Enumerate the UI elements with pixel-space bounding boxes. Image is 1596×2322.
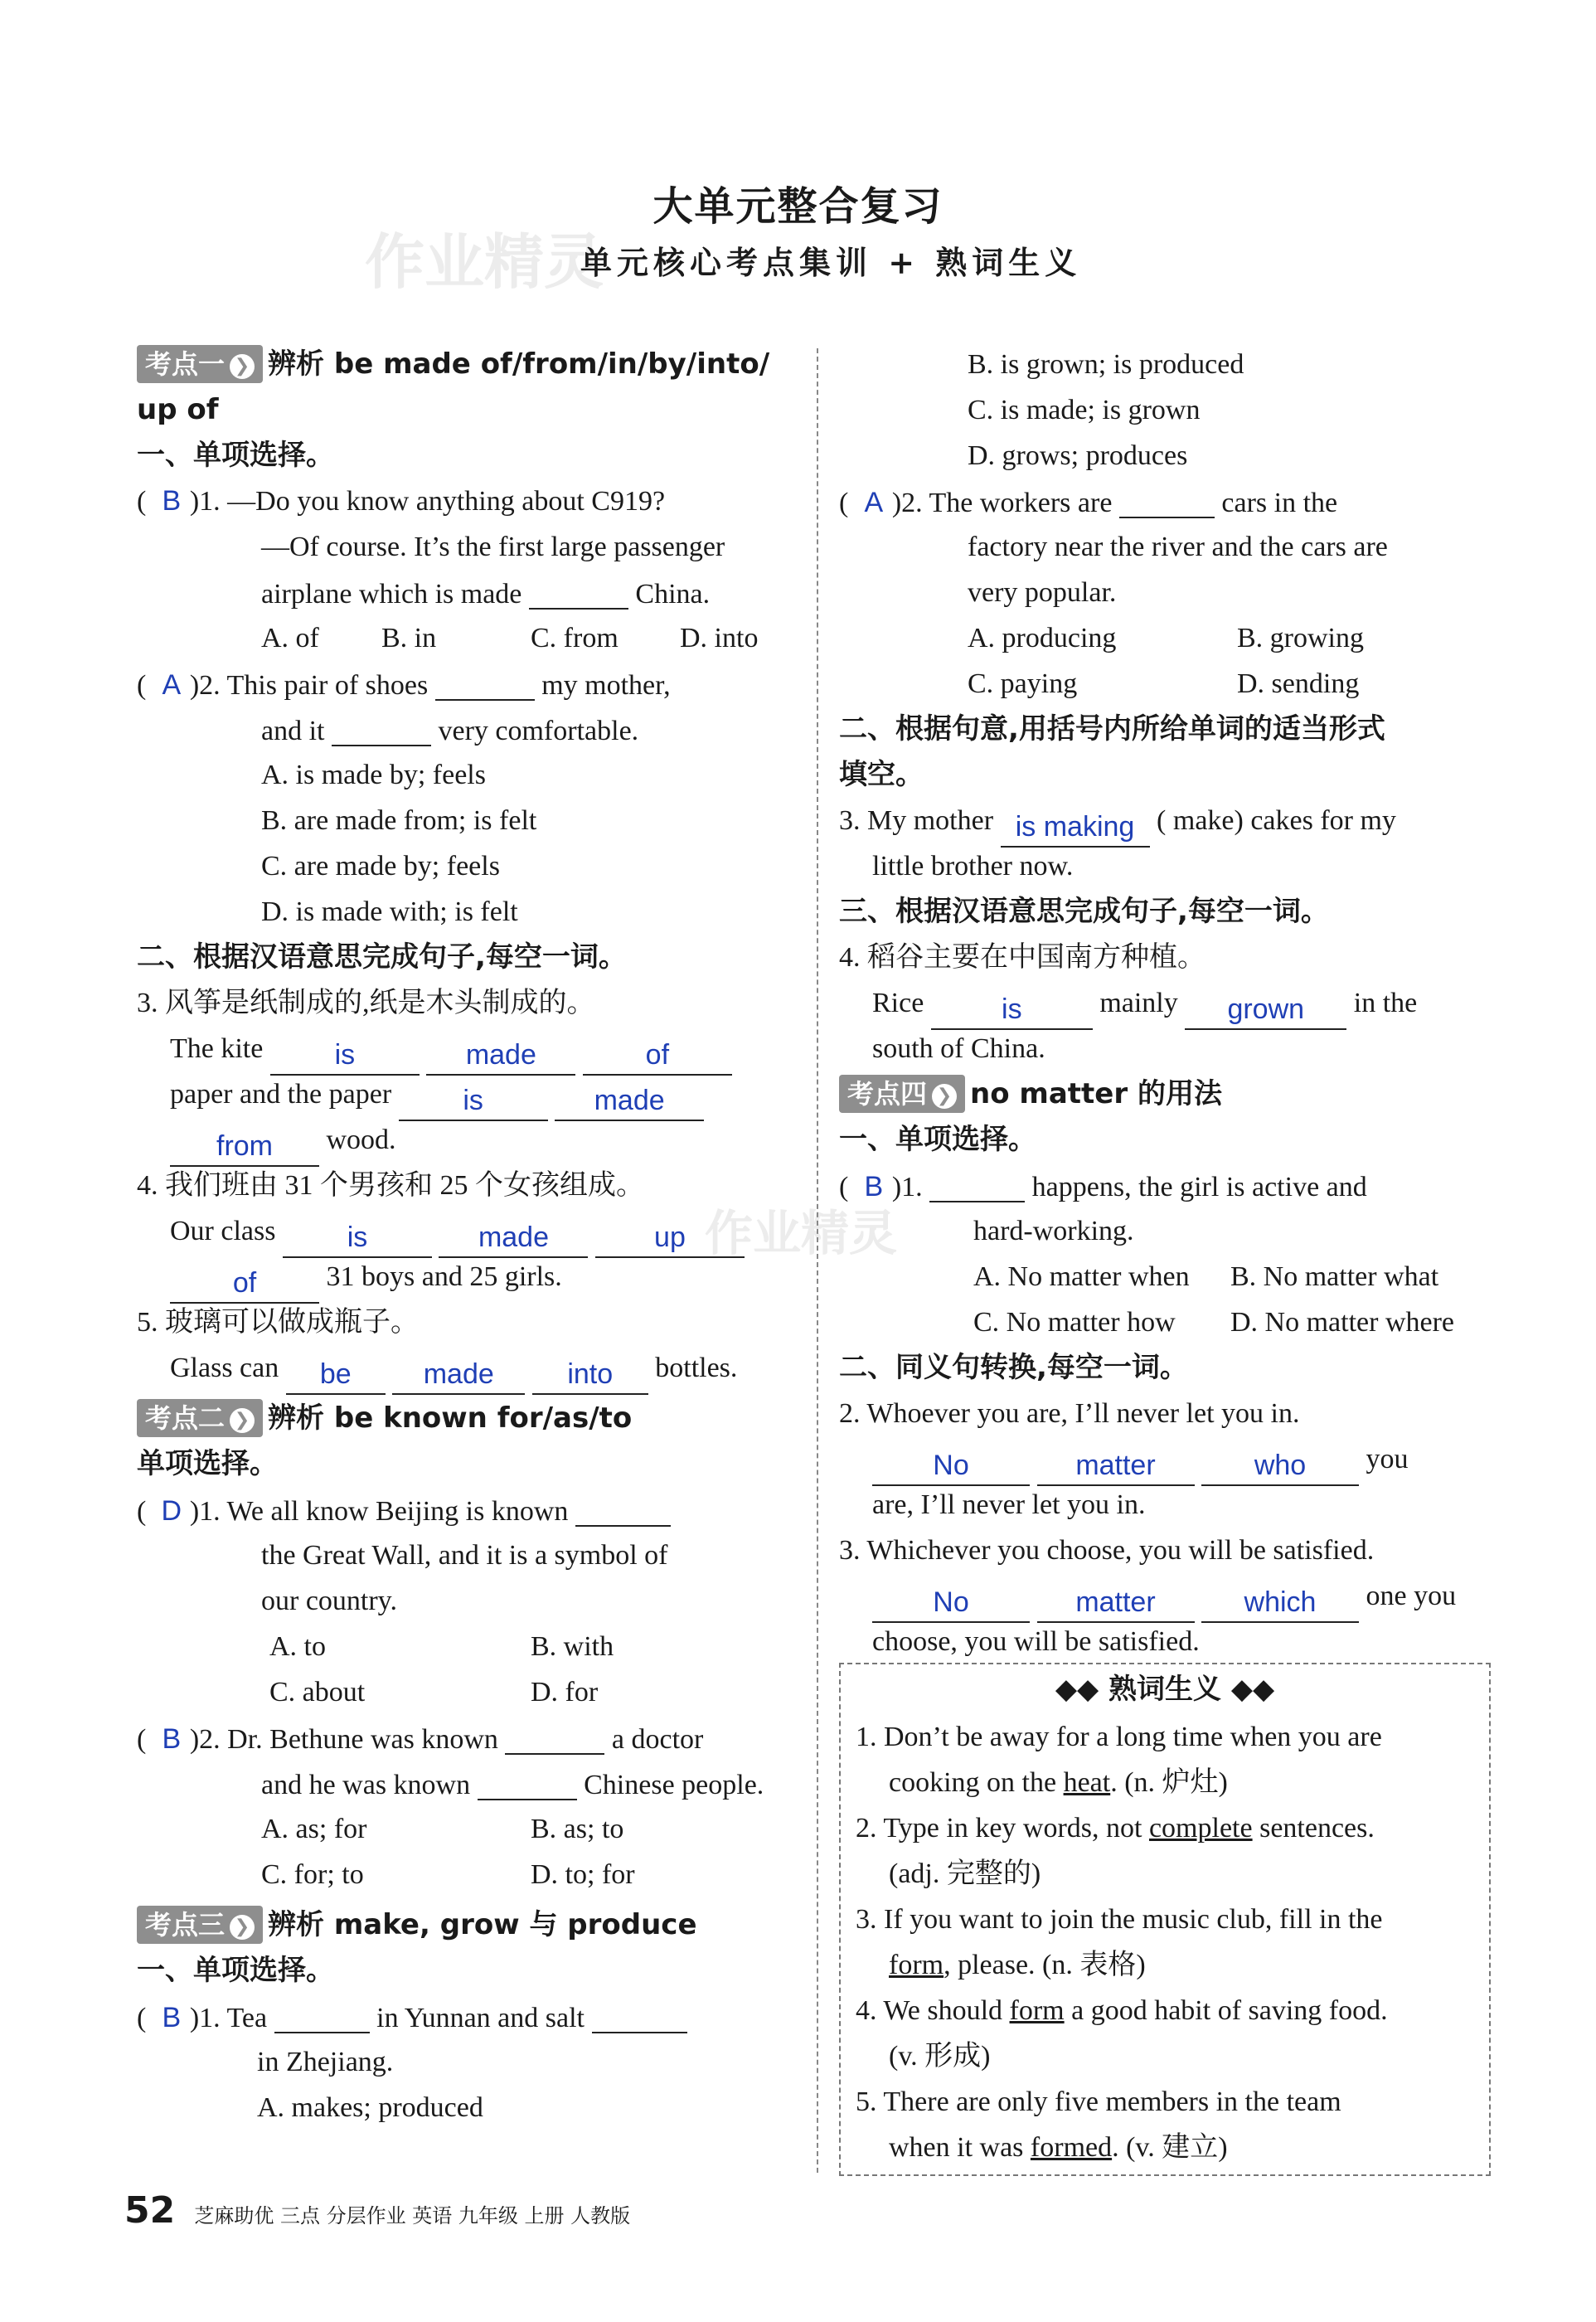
question: ( B )1. happens, the girl is active and <box>839 1163 1502 1208</box>
question: ( B )1. Tea in Yunnan and salt <box>137 1994 800 2039</box>
left-column: 考点一 ❯ 辨析 be made of/from/in/by/into/ up of 一、单项选择。 ( B )1. —Do you know anything about C919? —Of course. It’s the first large passenger airplane which is made China. A. of B. in C. from D. into ( A )2. This pair of shoes my mother, and it very comfortable. A. is made by; feels B. are made from; is felt C. are made by; feels D. is made with; is felt 二、根据汉语意思完成句子,每空一词。 3. 风筝是纸制成的,纸是木头制成的。 The kite is made of paper and the paper is made from wood. 4. 我们班由 31 个男孩和 25 个女孩组成。 Our class is made up of 31 boys and 25 girls. 5. 玻璃可以做成瓶子。 Glass can be made into bottles. 考点二 ❯ 辨析 be known for/as/to 单项选择。 ( D )1. We all know Beijing is known the Great Wall, and it is a symbol of our country. A. to B. with C. about D. for ( B )2. Dr. Bethune was known a doctor and he was known Chinese people. A. as; for B. as; to C. for; to D. to; for 考点三 ❯ 辨析 make, grow 与 produce 一、单项选择。 ( B )1. Tea in Yunnan and salt in Zhejiang. A. makes; produced <box>137 342 800 2130</box>
kp2-title: 辨析 be known for/as/to <box>268 1401 633 1435</box>
right-column: B. is grown; is produced C. is made; is grown D. grows; produces ( A )2. The workers are cars in the factory near the river and the cars are very popular. A. producing B. growing C. paying D. sending 二、根据句意,用括号内所给单词的适当形式 填空。 3. My mother is making ( make) cakes for my little brother now. 三、根据汉语意思完成句子,每空一词。 4. 稻谷主要在中国南方种植。 Rice is mainly grown in the south of China. 考点四 ❯ no matter 的用法 一、单项选择。 ( B )1. happens, the girl is active and hard-working. A. No matter when B. No matter what C. No matter how D. No matter where 二、同义句转换,每空一词。 2. Whoever you are, I’ll never let you in. No matter who you are, I’ll never let you in. 3. Whichever you choose, you will be satisfied. No matter which one you choose, you will be satisfied. <box>839 342 1502 1664</box>
watermark: 作业精灵 <box>365 227 604 297</box>
section-heading: 二、根据汉语意思完成句子,每空一词。 <box>137 940 627 974</box>
section-heading: 二、根据句意,用括号内所给单词的适当形式 <box>839 712 1385 746</box>
diamond-icon: ◆◆ <box>1230 1673 1275 1706</box>
section-heading: 一、单项选择。 <box>137 1954 334 1987</box>
kp3-title: 辨析 make, grow 与 produce <box>268 1908 697 1941</box>
kp4-title: no matter 的用法 <box>970 1077 1222 1110</box>
question: ( B )2. Dr. Bethune was known a doctor <box>137 1715 800 1761</box>
page-subtitle: 单元核心考点集训 + 熟词生义 <box>580 244 1082 281</box>
vocab-box: ◆◆ 熟词生义 ◆◆ 1. Don’t be away for a long time when you are cooking on the heat. (n. 炉灶) 2. Type in key words, not complete sentences. (adj. 完整的) 3. If you want to join the music club, fill in the form, please. (n. 表格) 4. We should form a good habit of saving food. (v. 形成) 5. There are only five members in the team when it was formed. (v. 建立) <box>839 1663 1491 2176</box>
kp3-tag: 考点三 ❯ <box>137 1906 263 1944</box>
watermark: 作业精灵 <box>705 1205 898 1261</box>
chevron-right-icon: ❯ <box>230 1915 255 1940</box>
question: ( A )2. The workers are cars in the <box>839 478 1502 524</box>
section-heading: 一、单项选择。 <box>839 1123 1036 1156</box>
kp4-tag: 考点四 ❯ <box>839 1075 965 1113</box>
kp1-title: 辨析 be made of/from/in/by/into/ <box>268 347 770 381</box>
kp1-tag: 考点一 ❯ <box>137 345 263 383</box>
section-heading: 二、同义句转换,每空一词。 <box>839 1351 1188 1384</box>
diamond-icon: ◆◆ <box>1055 1673 1099 1706</box>
page-number: 52 <box>124 2189 176 2232</box>
page-footer <box>124 2189 630 2232</box>
chevron-right-icon: ❯ <box>230 354 255 379</box>
question: ( B )1. —Do you know anything about C919? <box>137 485 666 517</box>
footer-text: 芝麻助优 三点 分层作业 英语 九年级 上册 人教版 <box>194 2204 631 2227</box>
column-divider <box>817 348 818 2173</box>
chevron-right-icon: ❯ <box>932 1084 957 1109</box>
kp2-tag: 考点二 ❯ <box>137 1399 263 1437</box>
question: ( A )2. This pair of shoes my mother, <box>137 661 800 707</box>
section-heading: 一、单项选择。 <box>137 439 334 472</box>
kp1-title-cont: up of <box>137 393 219 426</box>
section-heading: 单项选择。 <box>137 1447 278 1480</box>
section-heading: 三、根据汉语意思完成句子,每空一词。 <box>839 895 1329 928</box>
page-title: 大单元整合复习 <box>652 183 944 230</box>
question: ( D )1. We all know Beijing is known <box>137 1487 800 1533</box>
chevron-right-icon: ❯ <box>230 1408 255 1433</box>
